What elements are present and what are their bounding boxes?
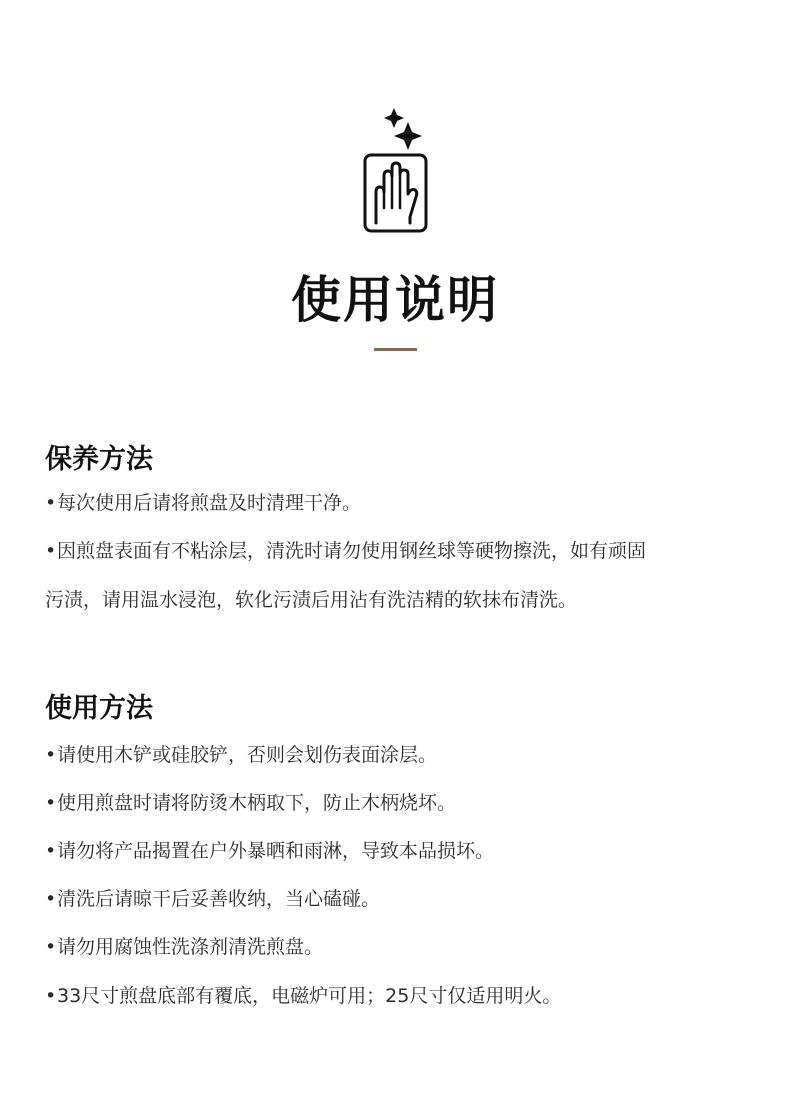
list-item-continuation <box>45 587 577 613</box>
bullet: • <box>45 540 57 562</box>
bullet: • <box>45 936 57 958</box>
list-item-text: 使用煎盘时请将防烫木柄取下，防止木柄烧坏。 <box>57 792 457 814</box>
list-item <box>45 538 646 564</box>
page-title: 使用说明 <box>291 271 499 329</box>
list-item <box>45 886 380 912</box>
list-item-text: 请勿将产品揭置在户外暴晒和雨淋，导致本品损坏。 <box>57 840 495 862</box>
bullet: • <box>45 985 57 1007</box>
bullet: • <box>45 792 57 814</box>
hand-clean-sparkle-icon <box>356 104 436 236</box>
section-heading-usage: 使用方法 <box>45 693 153 724</box>
section-heading-care: 保养方法 <box>45 444 153 475</box>
bullet: • <box>45 492 57 514</box>
list-item <box>45 742 437 768</box>
list-item-text: 污渍，请用温水浸泡，软化污渍后用沾有洗洁精的软抹布清洗。 <box>45 589 578 611</box>
bullet: • <box>45 744 57 766</box>
list-item-text: 请勿用腐蚀性洗涤剂清洗煎盘。 <box>57 936 324 958</box>
bullet: • <box>45 888 57 910</box>
list-item-text: 因煎盘表面有不粘涂层，清洗时请勿使用钢丝球等硬物擦洗，如有顽固 <box>57 540 647 562</box>
list-item <box>45 490 361 516</box>
list-item <box>45 838 494 864</box>
list-item-text: 每次使用后请将煎盘及时清理干净。 <box>57 492 362 514</box>
list-item <box>45 983 561 1009</box>
list-item-text: 33尺寸煎盘底部有覆底，电磁炉可用；25尺寸仅适用明火。 <box>57 985 562 1007</box>
list-item-text: 清洗后请晾干后妥善收纳，当心磕碰。 <box>57 888 381 910</box>
bullet: • <box>45 840 57 862</box>
list-item-text: 请使用木铲或硅胶铲，否则会划伤表面涂层。 <box>57 744 438 766</box>
list-item <box>45 934 323 960</box>
list-item <box>45 790 456 816</box>
title-underline <box>374 348 417 351</box>
